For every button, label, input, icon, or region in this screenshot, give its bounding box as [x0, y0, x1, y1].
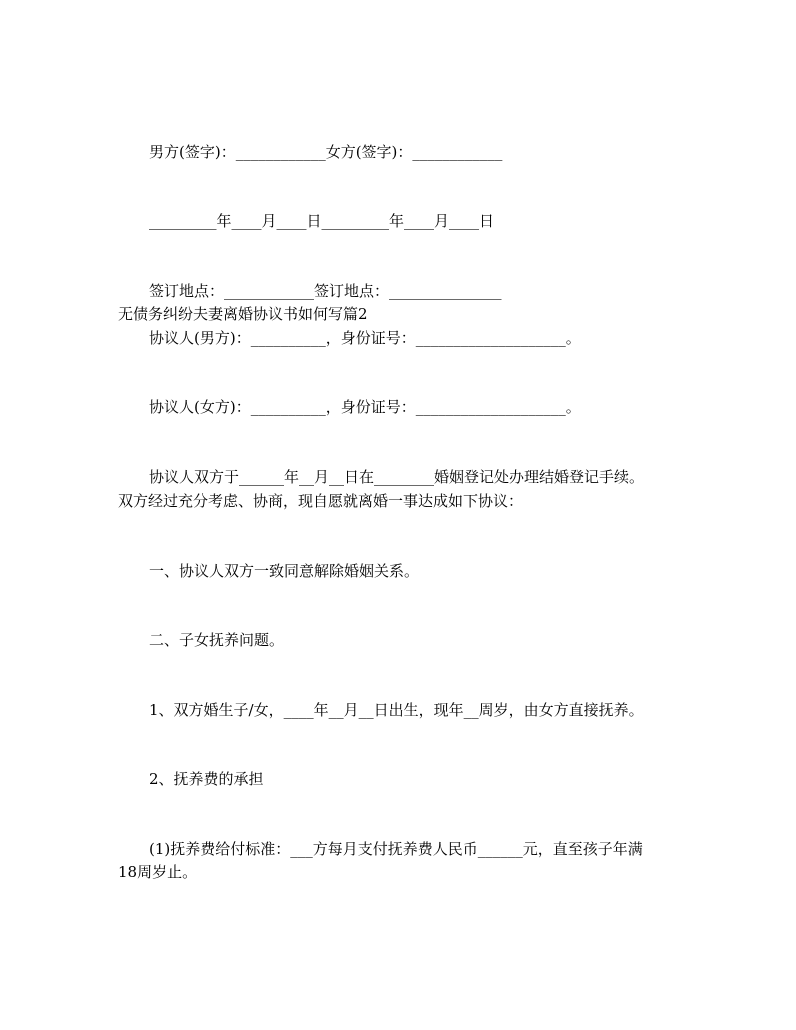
clause-2: 二、子女抚养问题。 [149, 631, 285, 649]
clause-1: 一、协议人双方一致同意解除婚姻关系。 [149, 562, 420, 580]
item-2: 2、抚养费的承担 [149, 770, 264, 788]
party-male-line: 协议人(男方)：__________，身份证号：____________________。 [149, 329, 581, 347]
signing-place-line: 签订地点：____________签订地点：_______________ [149, 282, 502, 300]
party-female-line: 协议人(女方)：__________，身份证号：____________________。 [149, 398, 581, 416]
preamble-line-2: 双方经过充分考虑、协商，现自愿就离婚一事达成如下协议： [118, 492, 524, 510]
item-2-1-line-1: (1)抚养费给付标准：___方每月支付抚养费人民币______元，直至孩子年满 [149, 840, 643, 858]
date-line: _________年____月____日_________年____月____日 [149, 212, 495, 230]
signature-line: 男方(签字)：____________女方(签字)：____________ [149, 143, 503, 161]
section-title: 无债务纠纷夫妻离婚协议书如何写篇2 [118, 305, 368, 323]
item-1: 1、双方婚生子/女，____年__月__日出生，现年__周岁，由女方直接抚养。 [149, 701, 644, 719]
preamble-line-1: 协议人双方于______年__月__日在________婚姻登记处办理结婚登记手续。 [149, 468, 645, 486]
item-2-1-line-2: 18周岁止。 [118, 863, 198, 881]
